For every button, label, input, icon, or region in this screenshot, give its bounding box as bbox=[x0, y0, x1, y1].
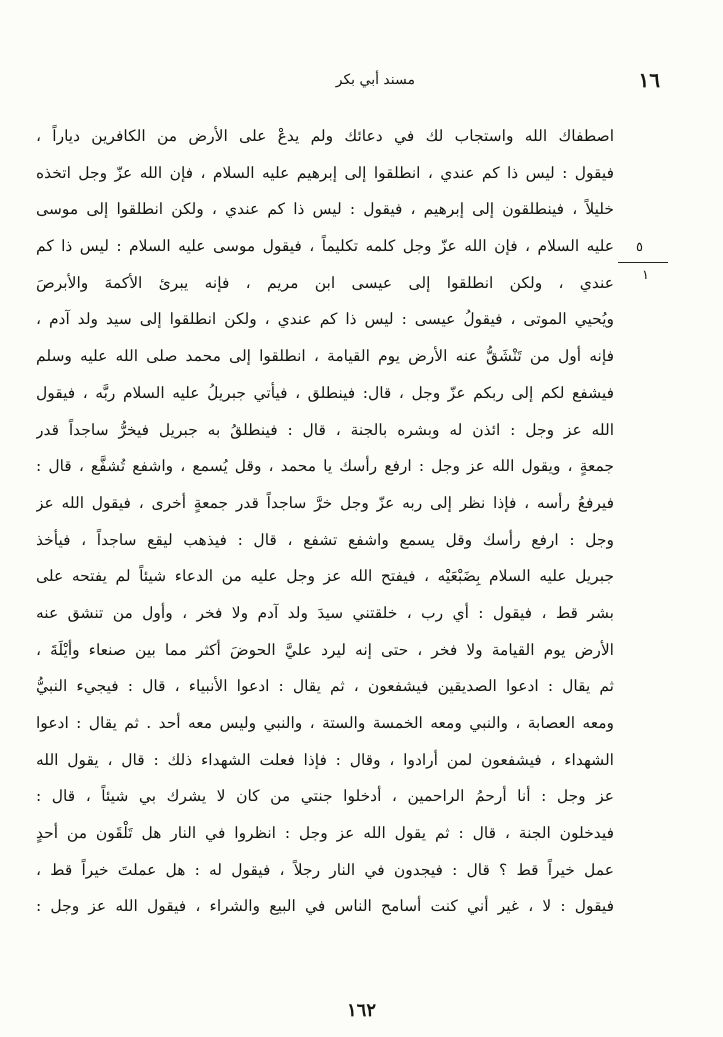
text-line: عليه السلام ، فإن الله عزّ وجل كلمه تكليماً ، فيقول موسى عليه السلام : ليس ذا كم bbox=[36, 237, 614, 256]
margin-mark-top: ٥ bbox=[636, 240, 643, 255]
text-line: وجل : ارفع رأسك وقل يسمع واشفع تشفع ، قال : فيذهب ليقع ساجداً ، فيأخذ bbox=[36, 530, 614, 549]
margin-reference bbox=[618, 240, 668, 290]
sheet-number: ١٦٢ bbox=[346, 1000, 376, 1021]
text-line: جمعةٍ ، ويقول الله عز وجل : ارفع رأسك يا محمد ، وقل يُسمع ، واشفع تُشفَّع ، قال : bbox=[36, 457, 614, 476]
margin-mark-bottom: ١ bbox=[642, 268, 649, 283]
text-line: فيقول : ليس ذا كم عندي ، انطلقوا إلى إبرهيم عليه السلام ، فإن الله عزّ وجل اتخذه bbox=[36, 163, 614, 182]
text-line: فإنه أول من تَنْشَقُّ عنه الأرض يوم القيامة ، انطلقوا إلى محمد صلى الله عليه وسلم bbox=[36, 347, 614, 366]
page-header bbox=[60, 58, 660, 98]
text-line: الأرض يوم القيامة ولا فخر ، حتى إنه ليرد عليَّ الحوضَ أكثر مما بين صنعاء وأيْلَةَ ، bbox=[36, 640, 614, 659]
text-line: فيقول : لا ، غير أني كنت أسامح الناس في البيع والشراء ، فيقول الله عز وجل : bbox=[36, 897, 614, 916]
text-line: فيشفع لكم إلى ربكم عزّ وجل ، قال: فينطلق ، فيأتي جبريلُ عليه السلام ربَّه ، فيقول bbox=[36, 383, 614, 402]
page-number: ١٦ bbox=[638, 68, 660, 92]
text-line: فيرفعُ رأسه ، فإذا نظر إلى ربه عزّ وجل خرَّ ساجداً قدر جمعةٍ أخرى ، فيقول الله عز bbox=[36, 493, 614, 512]
text-line: بشر قط ، فيقول : أي رب ، خلقتني سيدَ ولد آدم ولا فخر ، وأول من تنشق عنه bbox=[36, 603, 614, 622]
text-line: جبريل عليه السلام بِضَبْعَيْه ، فيفتح الله عز وجل عليه من الدعاء شيئاً لم يفتحه على bbox=[36, 567, 614, 586]
text-line: اصطفاك الله واستجاب لك في دعائك ولم يدعْ على الأرض من الكافرين دياراً ، bbox=[36, 127, 614, 145]
text-line: عمل خيراً قط ؟ قال : فيجدون في النار رجلاً ، فيقول له : هل عملتَ خيراً قط ، bbox=[36, 860, 614, 879]
text-line: الله عز وجل : ائذن له وبشره بالجنة ، قال : فينطلقُ به جبريل فيخرُّ ساجداً قدر bbox=[36, 420, 614, 439]
running-title: مسند أبي بكر bbox=[335, 72, 415, 88]
text-line: الشهداء ، فيشفعون لمن أرادوا ، وقال : فإذا فعلت الشهداء ذلك : قال ، يقول الله bbox=[36, 750, 614, 769]
text-line: ويُحيي الموتى ، فيقولُ عيسى : ليس ذا كم عندي ، ولكن انطلقوا إلى سيد ولد آدم ، bbox=[36, 310, 614, 329]
text-line: فيدخلون الجنة ، قال : ثم يقول الله عز وجل : انظروا في النار هل تَلْقَون من أحدٍ bbox=[36, 824, 614, 843]
text-line: ثم يقال : ادعوا الصديقين فيشفعون ، ثم يقال : ادعوا الأنبياء ، قال : فيجيء النبيُّ bbox=[36, 677, 614, 696]
text-line: عندي ، ولكن انطلقوا إلى عيسى ابن مريم ، فإنه يبرئ الأكمهَ والأبرصَ bbox=[36, 273, 614, 292]
body-text bbox=[36, 118, 614, 925]
text-line: خليلاً ، فينطلقون إلى إبرهيم ، فيقول : ليس ذا كم عندي ، ولكن انطلقوا إلى موسى bbox=[36, 200, 614, 219]
text-line: ومعه العصابة ، والنبي ومعه الخمسة والستة ، والنبي وليس معه أحد . ثم يقال : ادعوا bbox=[36, 714, 614, 732]
text-line: عز وجل : أنا أرحمُ الراحمين ، أدخلوا جنتي من كان لا يشرك بي شيئاً ، قال : bbox=[36, 787, 614, 806]
margin-rule bbox=[618, 262, 668, 263]
